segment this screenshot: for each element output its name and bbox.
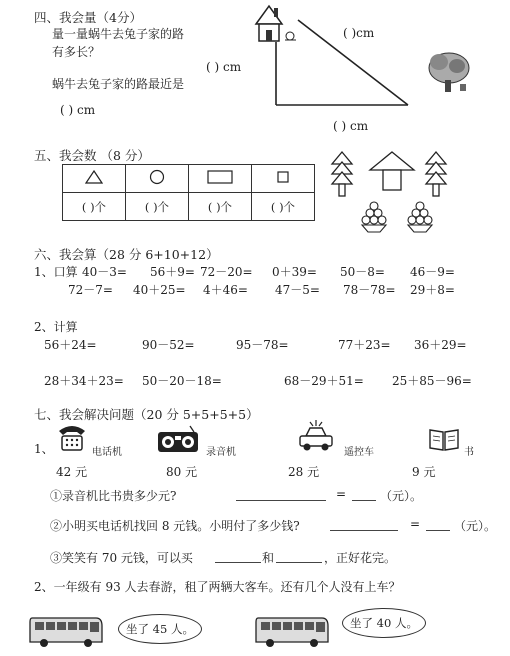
calc-item: 50－20－18= — [142, 374, 222, 388]
tree-icon — [429, 53, 469, 92]
square-shape-cell — [252, 165, 315, 193]
calc-item: 56＋9= — [150, 265, 195, 279]
equals-sign-2: = — [410, 517, 421, 531]
count-cell-square[interactable]: ( )个 — [252, 193, 315, 221]
section5-title: 五、我会数 （8 分） — [34, 148, 150, 163]
item-name-car: 遥控车 — [344, 447, 374, 458]
square-icon — [276, 170, 290, 184]
price-book: 9 元 — [412, 465, 436, 479]
bus-icon — [26, 612, 106, 650]
calc-item: 25＋85－96= — [392, 374, 472, 388]
circle-stack-icon-right — [408, 202, 432, 232]
calc-item: 4＋46= — [203, 283, 248, 297]
count-cell-circle[interactable]: ( )个 — [126, 193, 189, 221]
calc-label: 2、计算 — [34, 320, 78, 334]
subquestion-1: ①录音机比书贵多少元? — [50, 489, 177, 503]
house-icon — [256, 6, 282, 41]
car-icon — [296, 418, 336, 454]
calc-item: 68－29＋51= — [284, 374, 364, 388]
calc-item: 77＋23= — [338, 338, 391, 352]
circle-icon — [149, 169, 165, 185]
equals-sign: = — [336, 487, 347, 501]
calc-item: 46－9= — [410, 265, 455, 279]
answer-line-3b[interactable] — [276, 562, 322, 563]
telephone-icon — [56, 423, 88, 453]
section4-line3: 蜗牛去兔子家的路最近是 — [52, 77, 185, 91]
calc-item: 56＋24= — [44, 338, 97, 352]
measure-blank-horizontal[interactable]: ( ) cm — [333, 119, 369, 133]
calc-item: 29＋8= — [410, 283, 455, 297]
calc-item: 72－7= — [68, 283, 113, 297]
calc-item: 40＋25= — [133, 283, 186, 297]
snail-icon — [285, 32, 296, 40]
subquestion-3-and: 和 — [262, 551, 275, 565]
triangle-diagram — [250, 0, 510, 130]
problem1-label: 1、 — [34, 442, 54, 456]
unit-label: （元）。 — [380, 489, 423, 503]
price-radio: 80 元 — [166, 465, 198, 479]
section4-line1: 量一量蜗牛去兔子家的路 — [52, 27, 185, 41]
measure-blank-hypotenuse[interactable]: ( )cm — [343, 26, 375, 40]
calc-item: 78－78= — [343, 283, 396, 297]
answer-line-1b[interactable] — [352, 500, 376, 501]
count-cell-triangle[interactable]: ( )个 — [63, 193, 126, 221]
measure-blank-vertical[interactable]: ( ) cm — [206, 60, 242, 74]
count-cell-rectangle[interactable]: ( )个 — [189, 193, 252, 221]
count-table — [62, 164, 315, 221]
calc-item: 36＋29= — [414, 338, 467, 352]
bubble-bus2: 坐了 40 人。 — [342, 608, 426, 638]
calc-item: 72－20= — [200, 265, 253, 279]
calc-item: 28＋34＋23= — [44, 374, 124, 388]
subquestion-3-part1: ③笑笑有 70 元钱，可以买 — [50, 551, 193, 565]
answer-line-2a[interactable] — [330, 530, 398, 531]
section4-title: 四、我会量（4分） — [34, 10, 142, 25]
answer-line-1a[interactable] — [236, 500, 326, 501]
rectangle-icon — [207, 170, 233, 184]
subquestion-2: ②小明买电话机找回 8 元钱。小明付了多少钱? — [50, 519, 300, 533]
shape-house-icon — [370, 152, 414, 190]
calc-item: 95－78= — [236, 338, 289, 352]
calc-item: 47－5= — [275, 283, 320, 297]
book-icon — [428, 426, 460, 452]
oral-calc-label: 1、口算 — [34, 265, 78, 279]
circle-shape-cell — [126, 165, 189, 193]
calc-item: 0＋39= — [272, 265, 317, 279]
item-name-book: 书 — [464, 447, 474, 458]
answer-line-2b[interactable] — [426, 530, 450, 531]
rectangle-shape-cell — [189, 165, 252, 193]
calc-item: 90－52= — [142, 338, 195, 352]
radio-icon — [156, 424, 200, 454]
item-name-radio: 录音机 — [206, 447, 236, 458]
subquestion-3-part3: ，正好花完。 — [324, 551, 397, 565]
section6-title: 六、我会算（28 分 6+10+12） — [34, 247, 219, 262]
bubble-bus1: 坐了 45 人。 — [118, 614, 202, 644]
answer-line-3a[interactable] — [215, 562, 261, 563]
shape-figures — [328, 150, 458, 240]
circle-stack-icon — [362, 202, 386, 232]
calc-item: 50－8= — [340, 265, 385, 279]
unit-label-2: （元）。 — [454, 519, 497, 533]
problem2-text: 2、一年级有 93 人去春游，租了两辆大客车。还有几个人没有上车？ — [34, 580, 401, 594]
triangle-icon — [85, 170, 103, 184]
item-name-telephone: 电话机 — [92, 447, 122, 458]
section4-line2: 有多长？ — [52, 45, 101, 59]
bus-icon-2 — [252, 612, 332, 650]
section7-title: 七、我会解决问题（20 分 5+5+5+5） — [34, 407, 259, 422]
answer-blank[interactable]: ( ) cm — [60, 103, 96, 117]
triangle-shape-cell — [63, 165, 126, 193]
triangle-tree-icon — [332, 152, 352, 196]
price-telephone: 42 元 — [56, 465, 88, 479]
calc-item: 40－3= — [82, 265, 127, 279]
price-car: 28 元 — [288, 465, 320, 479]
triangle-tree-icon-right — [426, 152, 446, 196]
